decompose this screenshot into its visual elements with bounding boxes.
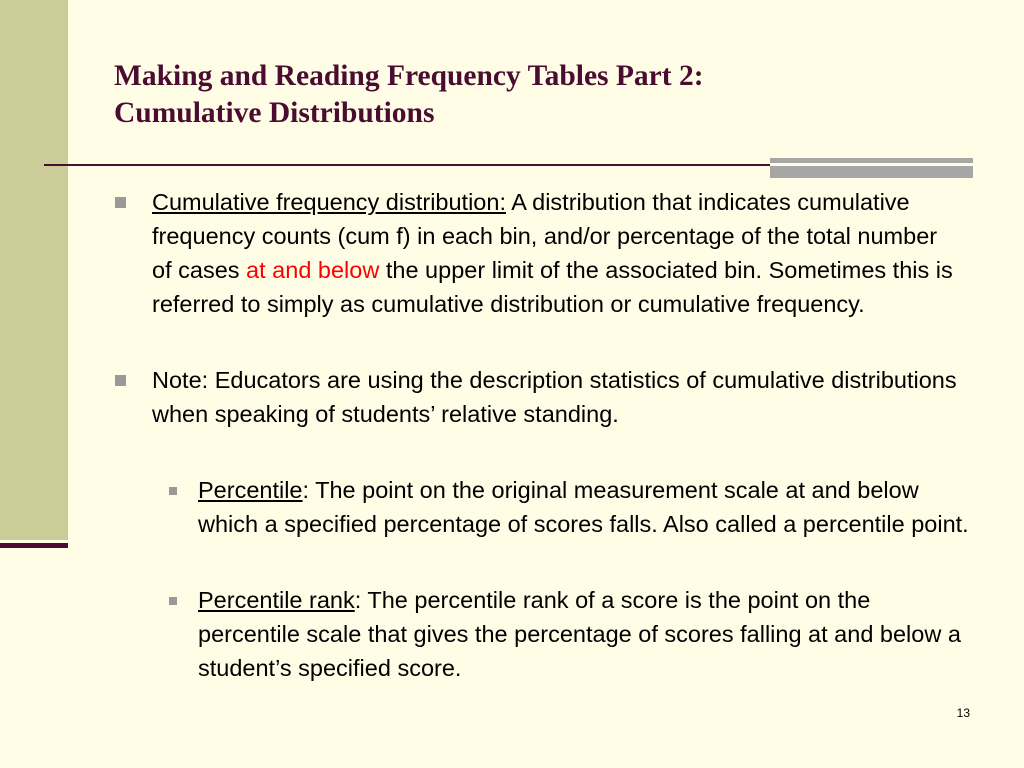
term-percentile: Percentile bbox=[198, 477, 303, 503]
title-line-1: Making and Reading Frequency Tables Part 2: bbox=[114, 60, 704, 92]
sub-bullet-square-icon bbox=[169, 487, 177, 495]
bullet-square-icon bbox=[115, 197, 126, 208]
sub-bullet-square-icon bbox=[169, 597, 177, 605]
title-line-2: Cumulative Distributions bbox=[114, 97, 435, 129]
page-number: 13 bbox=[956, 706, 970, 720]
highlight-at-and-below: at and below bbox=[246, 257, 380, 283]
bullet-cumulative-frequency bbox=[152, 185, 962, 321]
sub-bullet-percentile-rank bbox=[198, 583, 978, 685]
bullet-square-icon bbox=[115, 375, 126, 386]
term-cumulative-frequency: Cumulative frequency distribution: bbox=[152, 189, 506, 215]
bullet-text-part2: the upper limit of the associated bin. Sometimes this is referred to simply as cumulative distribution or cumulative frequency. bbox=[152, 257, 953, 317]
sub-bullet-percentile-rank-text: : The percentile rank of a score is the point on the percentile scale that gives the percentage of scores falling at and below a student’s specified score. bbox=[198, 587, 961, 681]
sub-bullet-percentile-text: : The point on the original measurement scale at and below which a specified percentage of scores falls. Also called a percentile point. bbox=[198, 477, 969, 537]
term-percentile-rank: Percentile rank bbox=[198, 587, 355, 613]
bullet-text-part1: A distribution that indicates cumulative frequency counts (cum f) in each bin, and/or percentage of the total number of cases bbox=[152, 189, 938, 283]
bullet-note-educators: Note: Educators are using the description statistics of cumulative distributions when speaking of students’ relative standing. bbox=[152, 367, 957, 427]
sub-bullet-percentile bbox=[198, 473, 978, 541]
